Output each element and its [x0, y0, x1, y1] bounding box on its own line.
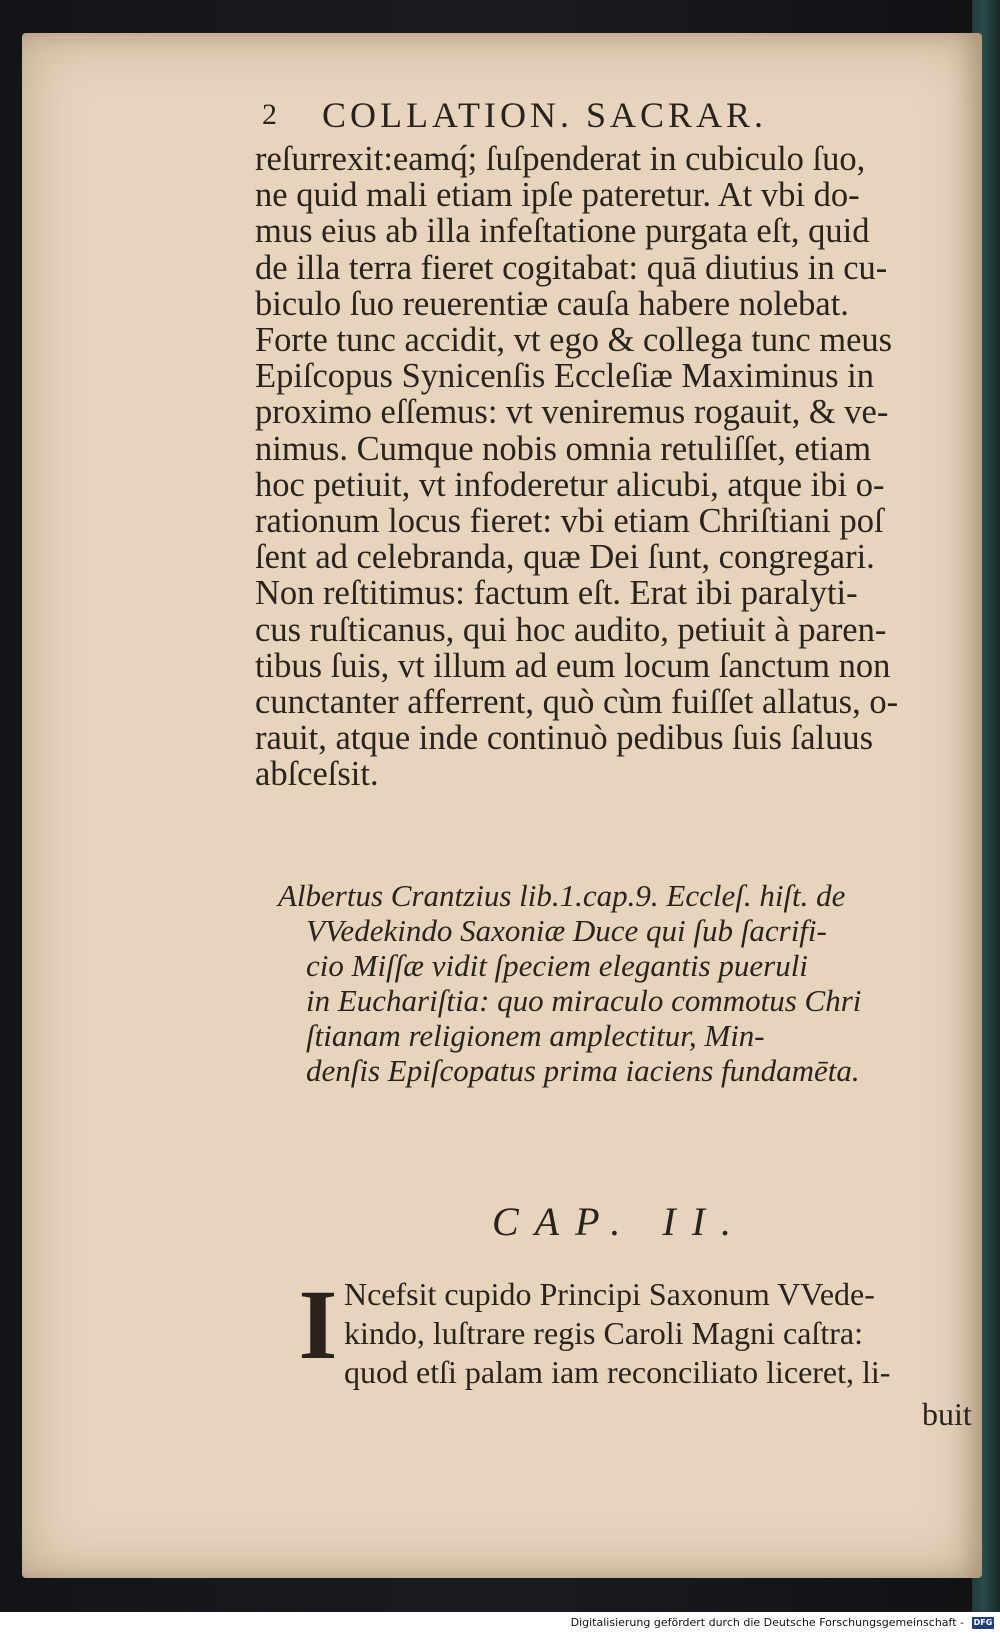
body-line: Forte tunc accidit, vt ego & collega tunc meus — [255, 321, 893, 360]
book-page — [22, 33, 982, 1578]
body-line: tibus ſuis, vt illum ad eum locum ſanctum non — [255, 646, 891, 685]
body-line: hoc petiuit, vt infoderetur alicubi, atque ibi o- — [255, 465, 885, 504]
body-line: proximo eſſemus: vt veniremus rogauit, & ve- — [255, 393, 889, 432]
body-line: cus ruſticanus, qui hoc audito, petiuit à paren- — [255, 610, 887, 649]
catchword: buit — [922, 1396, 972, 1432]
body-line: mus eius ab illa infeſtatione purgata eſt, quid — [255, 212, 870, 251]
drop-cap: I — [298, 1269, 338, 1380]
body-line: Epiſcopus Synicenſis Eccleſiæ Maximinus in — [255, 357, 875, 396]
chapter-line: kindo, luſtrare regis Caroli Magni caſtra: — [344, 1315, 863, 1351]
running-head-title: COLLATION. SACRAR. — [322, 95, 768, 135]
body-line: de illa terra fieret cogitabat: quā diutius in cu- — [255, 248, 888, 287]
page-number: 2 — [262, 98, 277, 131]
body-line: reſurrexit:eamq́; ſuſpenderat in cubiculo ſuo, — [255, 140, 866, 178]
body-line: ne quid mali etiam ipſe pateretur. At vbi do- — [255, 176, 860, 215]
dfg-logo-icon: DFG — [973, 1618, 993, 1627]
running-head — [262, 91, 882, 139]
note-line: cio Miſſæ vidit ſpeciem elegantis pueruli — [306, 948, 808, 983]
marginal-note — [278, 878, 938, 1088]
body-line: Non reſtitimus: factum eſt. Erat ibi paralyti- — [255, 574, 858, 613]
body-line: nimus. Cumque nobis omnia retuliſſet, etiam — [255, 429, 872, 468]
chapter-body — [344, 1275, 984, 1392]
note-line: in Euchariſtia: quo miraculo commotus Chri — [306, 983, 862, 1018]
digitization-footer — [0, 1612, 1000, 1633]
body-line: abſceſsit. — [255, 755, 379, 794]
body-line: rauit, atque inde continuò pedibus ſuis ſaluus — [255, 719, 874, 758]
note-line: denſis Epiſcopatus prima iaciens fundamēta. — [306, 1053, 860, 1088]
body-line: cunctanter afferrent, quò cùm fuiſſet allatus, o- — [255, 683, 899, 722]
chapter-line: Ncefsit cupido Principi Saxonum VVede- — [344, 1276, 875, 1312]
body-line: rationum locus fieret: vbi etiam Chriſtiani poſ — [255, 502, 884, 541]
body-text — [255, 141, 955, 793]
body-line: biculo ſuo reuerentiæ cauſa habere nolebat. — [255, 284, 849, 323]
note-line: Albertus Crantzius lib.1.cap.9. Eccleſ. hiſt. de — [278, 878, 846, 913]
footer-credit: Digitalisierung gefördert durch die Deutsche Forschungsgemeinschaft - — [570, 1616, 964, 1629]
chapter-heading: CAP. II. — [492, 1199, 748, 1244]
chapter-line: quod etſi palam iam reconciliato liceret, li- — [344, 1354, 891, 1390]
body-line: ſent ad celebranda, quæ Dei ſunt, congregari. — [255, 538, 875, 577]
note-line: ſtianam religionem amplectitur, Min- — [306, 1018, 765, 1053]
note-line: VVedekindo Saxoniæ Duce qui ſub ſacrifi- — [306, 913, 827, 948]
